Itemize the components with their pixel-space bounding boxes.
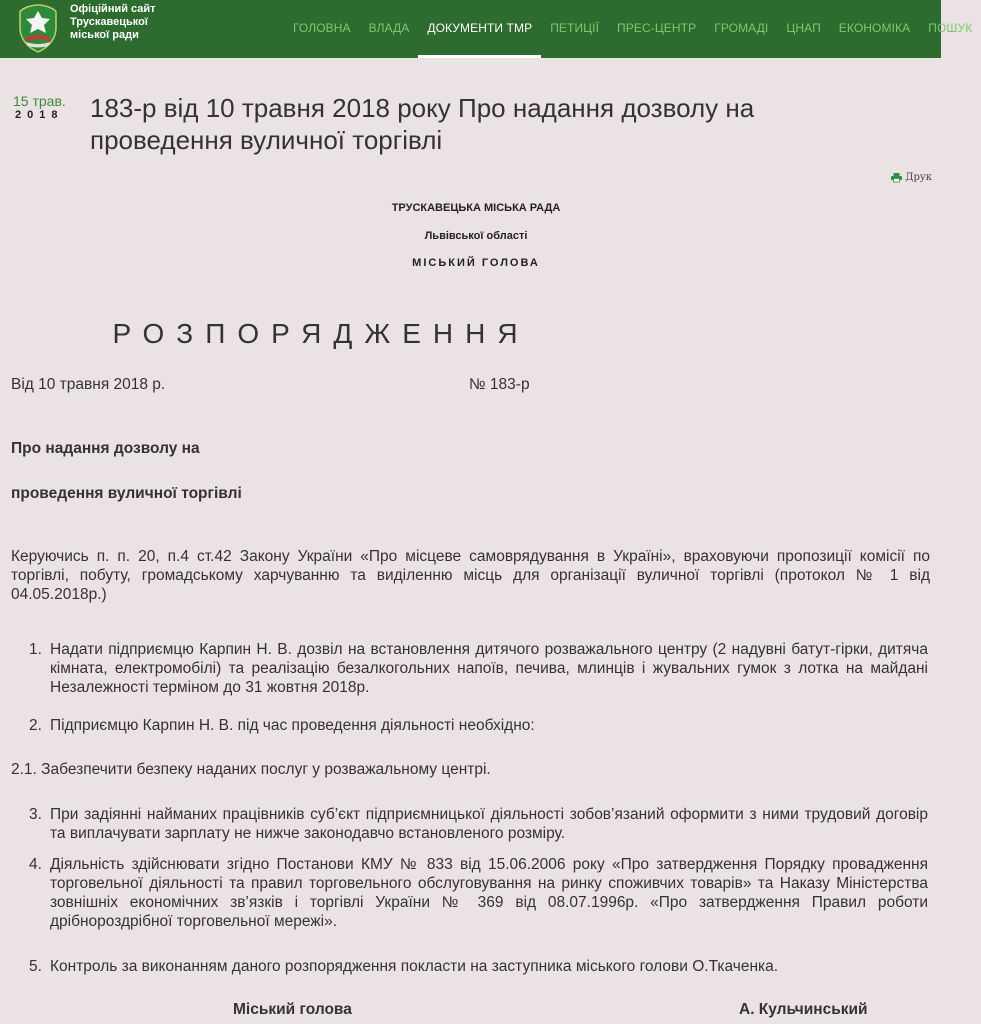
site-title-line-1: Офіційний сайт [70,3,156,15]
subject-line-1: Про надання дозволу на [11,440,200,457]
document-heading: РОЗПОРЯДЖЕННЯ [112,318,530,349]
nav-item-search[interactable]: ПОШУК [928,21,973,35]
list-item-text: Надати підприємцю Карпин Н. В. дозвіл на встановлення дитячого розважального центру (2 надувні батут-гірки, дитяча кімната, електромобілі) та реалізацію безалкогольних напоїв, печива, млинців і жувальних гумок з лотка на майдані Незалежності терміном до 31 жовтня 2018р. [50,641,928,696]
nav-item-government[interactable]: ВЛАДА [368,21,410,35]
site-header [0,0,973,58]
list-item-text: Підприємцю Карпин Н. В. під час проведення діяльності необхідно: [50,717,535,734]
article-title: 183-р від 10 травня 2018 року Про надання дозволу на проведення вуличної торгівлі [90,93,755,155]
nav-item-press-center[interactable]: ПРЕС-ЦЕНТР [617,21,697,35]
list-item [29,716,928,735]
publish-date [13,94,83,122]
signature-role: Міський голова [233,1001,352,1018]
council-name: ТРУСКАВЕЦЬКА МІСЬКА РАДА [391,202,561,214]
city-coat-of-arms-logo[interactable] [12,2,64,54]
site-title-line-3: міської ради [70,29,139,41]
list-item-number: 2. [29,717,42,734]
print-link[interactable] [891,172,932,183]
list-item [29,957,928,976]
subject-line-2: проведення вуличної торгівлі [11,485,242,502]
site-title-line-2: Трускавецької [70,16,148,28]
publish-date-year: 2018 [15,109,64,121]
main-nav [284,0,981,58]
print-label: Друк [905,172,932,183]
list-item-text: Діяльність здійснювати згідно Постанови КМУ № 833 від 15.06.2006 року «Про затвердження Порядку провадження торговельної діяльності та правил торговельного обслуговування на ринку споживчих товарів» та Наказу Міністерства зовнішніх економічних зв’язків і торгівлі України № 369 від 08.07.1996р. «Про затвердження Правил роботи дрібнороздрібної торговельної мережі». [50,856,928,930]
list-item [29,805,928,843]
list-item-number: 3. [29,806,42,823]
site-title[interactable] [70,3,180,42]
printer-icon [891,173,902,182]
list-item-number: 5. [29,958,42,975]
publish-date-day: 15 трав. [13,93,66,109]
nav-item-community[interactable]: ГРОМАДІ [714,21,769,35]
signature-name: А. Кульчинський [739,1001,868,1018]
list-item-text: При задіянні найманих працівників суб’єкт підприємницької діяльності зобов’язаний оформити з ними трудовий договір та виплачувати зарплату не нижче законодавчо встановленого розміру. [50,806,928,842]
nav-item-economy[interactable]: ЕКОНОМІКА [838,21,911,35]
region-name: Львівської області [424,230,528,242]
nav-item-documents[interactable]: ДОКУМЕНТИ ТМР [418,0,541,58]
document-number: № 183-р [469,376,530,393]
preamble: Керуючись п. п. 20, п.4 ст.42 Закону України «Про місцеве самоврядування в Україні», враховуючи пропозиції комісії по торгівлі, побуту, громадському харчуванню та виділенню місць для організації вуличної торгівлі (протокол № 1 від 04.05.2018р.) [11,548,930,603]
list-item [29,640,928,697]
nav-item-petitions[interactable]: ПЕТИЦІЇ [550,21,600,35]
nav-item-cnap[interactable]: ЦНАП [786,21,821,35]
nav-item-home[interactable]: ГОЛОВНА [293,21,351,35]
list-item-number: 4. [29,856,42,873]
sub-item: 2.1. Забезпечити безпеку наданих послуг у розважальному центрі. [11,761,491,778]
document-date: Від 10 травня 2018 р. [11,376,166,393]
head-title: МІСЬКИЙ ГОЛОВА [412,257,540,269]
list-item [29,855,928,931]
list-item-text: Контроль за виконанням даного розпорядження покласти на заступника міського голови О.Ткаченка. [50,958,779,975]
list-item-number: 1. [29,641,42,658]
